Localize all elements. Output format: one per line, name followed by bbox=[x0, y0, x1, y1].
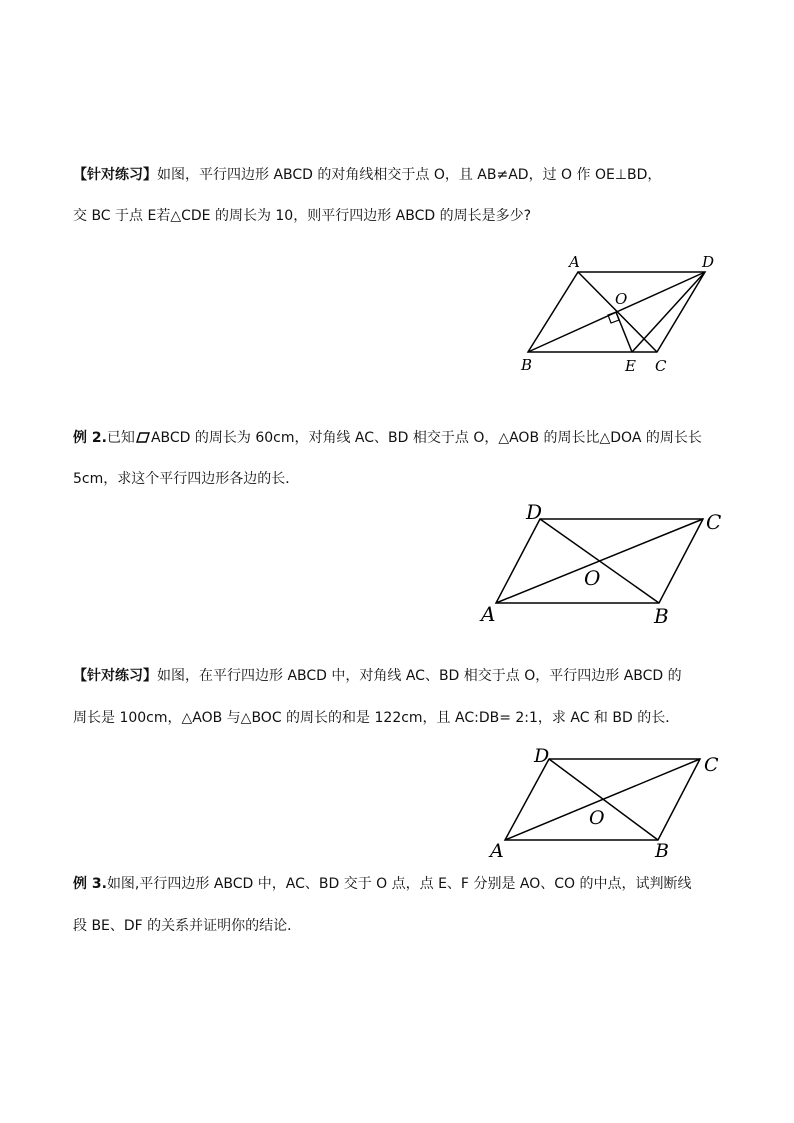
exercise2-line2: 周长是 100cm，△AOB 与△BOC 的周长的和是 122cm，且 AC:DB= 2:1，求 AC 和 BD 的长． bbox=[73, 710, 680, 726]
example2-line2: 5cm，求这个平行四边形各边的长． bbox=[73, 471, 300, 487]
label-d: D bbox=[534, 745, 550, 767]
figure-parallelogram-2 bbox=[476, 500, 726, 630]
parallelogram-symbol-icon bbox=[136, 432, 150, 443]
label-a: A bbox=[569, 253, 580, 271]
exercise1-line1 bbox=[73, 165, 723, 185]
label-o: O bbox=[615, 290, 628, 308]
example-tag: 例 2. bbox=[73, 430, 107, 446]
example2-text-post: ABCD 的周长为 60cm，对角线 AC、BD 相交于点 O，△AOB 的周长比△DOA 的周长长 bbox=[150, 430, 702, 446]
exercise-tag: 【针对练习】 bbox=[73, 167, 157, 183]
label-c: C bbox=[706, 510, 722, 534]
label-c: C bbox=[655, 357, 667, 375]
example-tag: 例 3. bbox=[73, 876, 107, 892]
label-o: O bbox=[589, 807, 605, 829]
example3-line2: 段 BE、DF 的关系并证明你的结论． bbox=[73, 918, 302, 934]
figure-parallelogram-oe bbox=[510, 250, 730, 380]
example3-text-1: 如图,平行四边形 ABCD 中，AC、BD 交于 O 点，点 E、F 分别是 AO、CO 的中点，试判断线 bbox=[106, 876, 692, 892]
label-a: A bbox=[490, 840, 504, 862]
label-e: E bbox=[625, 357, 636, 375]
label-o: O bbox=[584, 566, 601, 590]
label-d: D bbox=[526, 500, 543, 524]
exercise-tag: 【针对练习】 bbox=[73, 668, 157, 684]
label-c: C bbox=[704, 754, 719, 776]
label-b: B bbox=[654, 604, 669, 628]
example2-text-pre: 已知 bbox=[106, 430, 135, 446]
example3-line1 bbox=[73, 874, 723, 894]
example2-line1 bbox=[73, 428, 723, 448]
label-b: B bbox=[655, 840, 669, 862]
label-d: D bbox=[702, 253, 715, 271]
exercise2-line1 bbox=[73, 666, 723, 686]
exercise1-text-1: 如图，平行四边形 ABCD 的对角线相交于点 O，且 AB≠AD，过 O 作 OE⊥BD， bbox=[157, 167, 662, 183]
label-a: A bbox=[481, 602, 496, 626]
diagonal-bd bbox=[540, 519, 659, 603]
segment-de bbox=[632, 272, 705, 352]
exercise1-line2: 交 BC 于点 E若△CDE 的周长为 10，则平行四边形 ABCD 的周长是多少? bbox=[73, 208, 532, 224]
exercise2-text-1: 如图，在平行四边形 ABCD 中，对角线 AC、BD 相交于点 O，平行四边形 ABCD 的 bbox=[157, 668, 682, 684]
figure-parallelogram-3 bbox=[485, 740, 725, 865]
label-b: B bbox=[521, 356, 533, 374]
